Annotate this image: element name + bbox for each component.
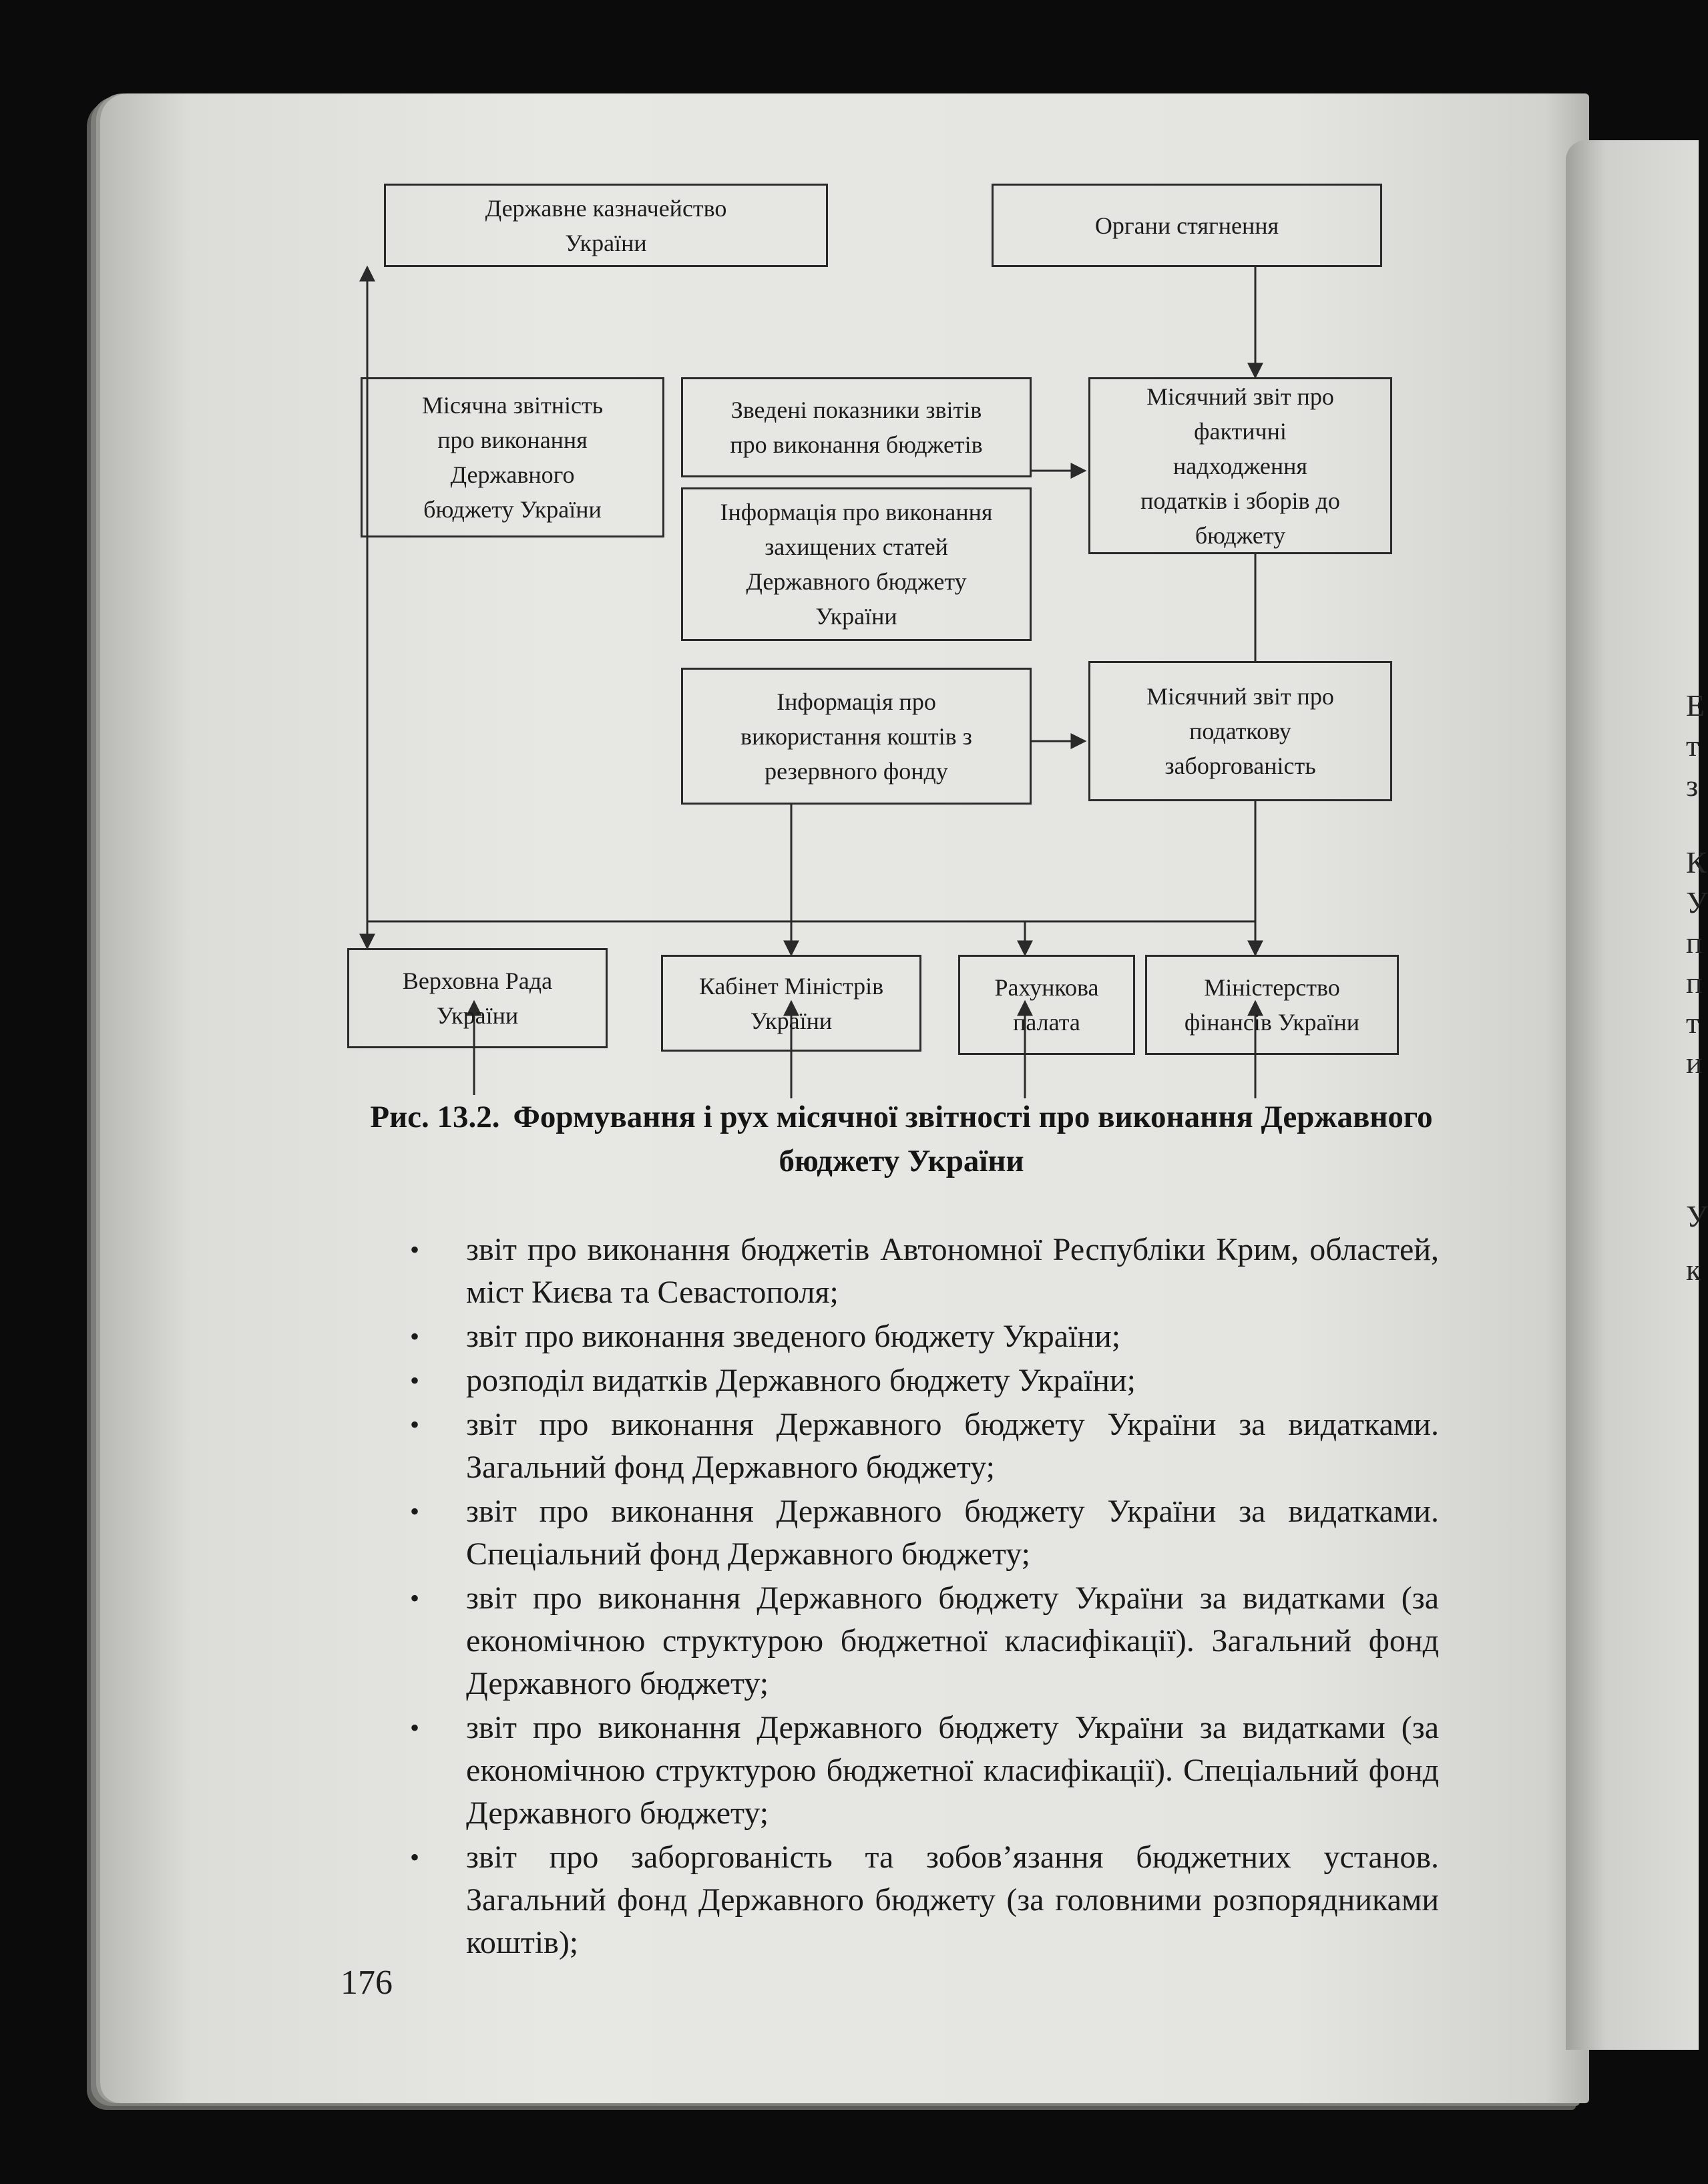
edge-letter: з bbox=[1686, 769, 1699, 803]
edge-letter: п bbox=[1686, 965, 1703, 1000]
figure-caption bbox=[354, 1095, 1449, 1183]
edge-letter: Е bbox=[1686, 688, 1705, 722]
edge-letter: У bbox=[1686, 1199, 1708, 1233]
edge-letter: У bbox=[1686, 885, 1708, 919]
reserve-fund-info-box: Інформація про використання коштів з резервного фонду bbox=[681, 668, 1032, 805]
list-item: • звіт про виконання бюджетів Автономної Республіки Крим, областей, міст Києва та Севастополя; bbox=[401, 1229, 1439, 1314]
edge-letter: п bbox=[1686, 925, 1703, 959]
edge-letter: к bbox=[1686, 1253, 1701, 1287]
report-list bbox=[401, 1229, 1439, 1966]
figure-title: Формування і рух місячної звітності про виконання Державного бюджету України bbox=[513, 1100, 1433, 1178]
list-item: • звіт про виконання зведеного бюджету України; bbox=[401, 1315, 1439, 1358]
actual-revenues-report-box: Місячний звіт про фактичні надходження податків і зборів до бюджету bbox=[1088, 377, 1392, 554]
edge-letter: К bbox=[1686, 845, 1707, 879]
list-item: • звіт про заборгованість та зобов’язання бюджетних установ. Загальний фонд Державного бюджету (за головними розпорядниками коштів); bbox=[401, 1836, 1439, 1964]
bullet-icon: • bbox=[410, 1409, 420, 1440]
bullet-icon: • bbox=[410, 1365, 420, 1395]
page-number: 176 bbox=[341, 1964, 393, 2002]
list-item: • розподіл видатків Державного бюджету України; bbox=[401, 1359, 1439, 1402]
collection-bodies-box: Органи стягнення bbox=[992, 184, 1382, 267]
list-item: • звіт про виконання Державного бюджету України за видатками. Загальний фонд Державного бюджету; bbox=[401, 1403, 1439, 1489]
ministry-finance-box: Міністерство фінансів України bbox=[1145, 955, 1399, 1055]
cabinet-box: Кабінет Міністрів України bbox=[661, 955, 921, 1052]
tax-arrears-report-box: Місячний звіт про податкову заборгованість bbox=[1088, 661, 1392, 801]
edge-letter: и bbox=[1686, 1046, 1703, 1080]
list-item: • звіт про виконання Державного бюджету України за видатками (за економічною структурою бюджетної класифікації). Спеціальний фонд Державного бюджету; bbox=[401, 1707, 1439, 1835]
figure-number: Рис. 13.2. bbox=[370, 1100, 500, 1134]
bullet-icon: • bbox=[410, 1496, 420, 1526]
bullet-icon: • bbox=[410, 1583, 420, 1613]
bullet-icon: • bbox=[410, 1235, 420, 1265]
monthly-reporting-box: Місячна звітність про виконання Державного бюджету України bbox=[361, 377, 664, 537]
accounting-chamber-box: Рахункова палата bbox=[958, 955, 1135, 1055]
edge-letter: т bbox=[1686, 728, 1700, 762]
bullet-icon: • bbox=[410, 1713, 420, 1743]
bullet-icon: • bbox=[410, 1842, 420, 1872]
bullet-icon: • bbox=[410, 1321, 420, 1351]
list-item: • звіт про виконання Державного бюджету України за видатками. Спеціальний фонд Державного бюджету; bbox=[401, 1490, 1439, 1576]
treasury-box: Державне казначейство України bbox=[384, 184, 828, 267]
protected-items-info-box: Інформація про виконання захищених статей Державного бюджету України bbox=[681, 487, 1032, 641]
edge-letter: т bbox=[1686, 1006, 1700, 1040]
consolidated-indicators-box: Зведені показники звітів про виконання бюджетів bbox=[681, 377, 1032, 477]
list-item: • звіт про виконання Державного бюджету України за видатками (за економічною структурою бюджетної класифікації). Загальний фонд Державного бюджету; bbox=[401, 1577, 1439, 1705]
parliament-box: Верховна Рада України bbox=[347, 948, 608, 1048]
